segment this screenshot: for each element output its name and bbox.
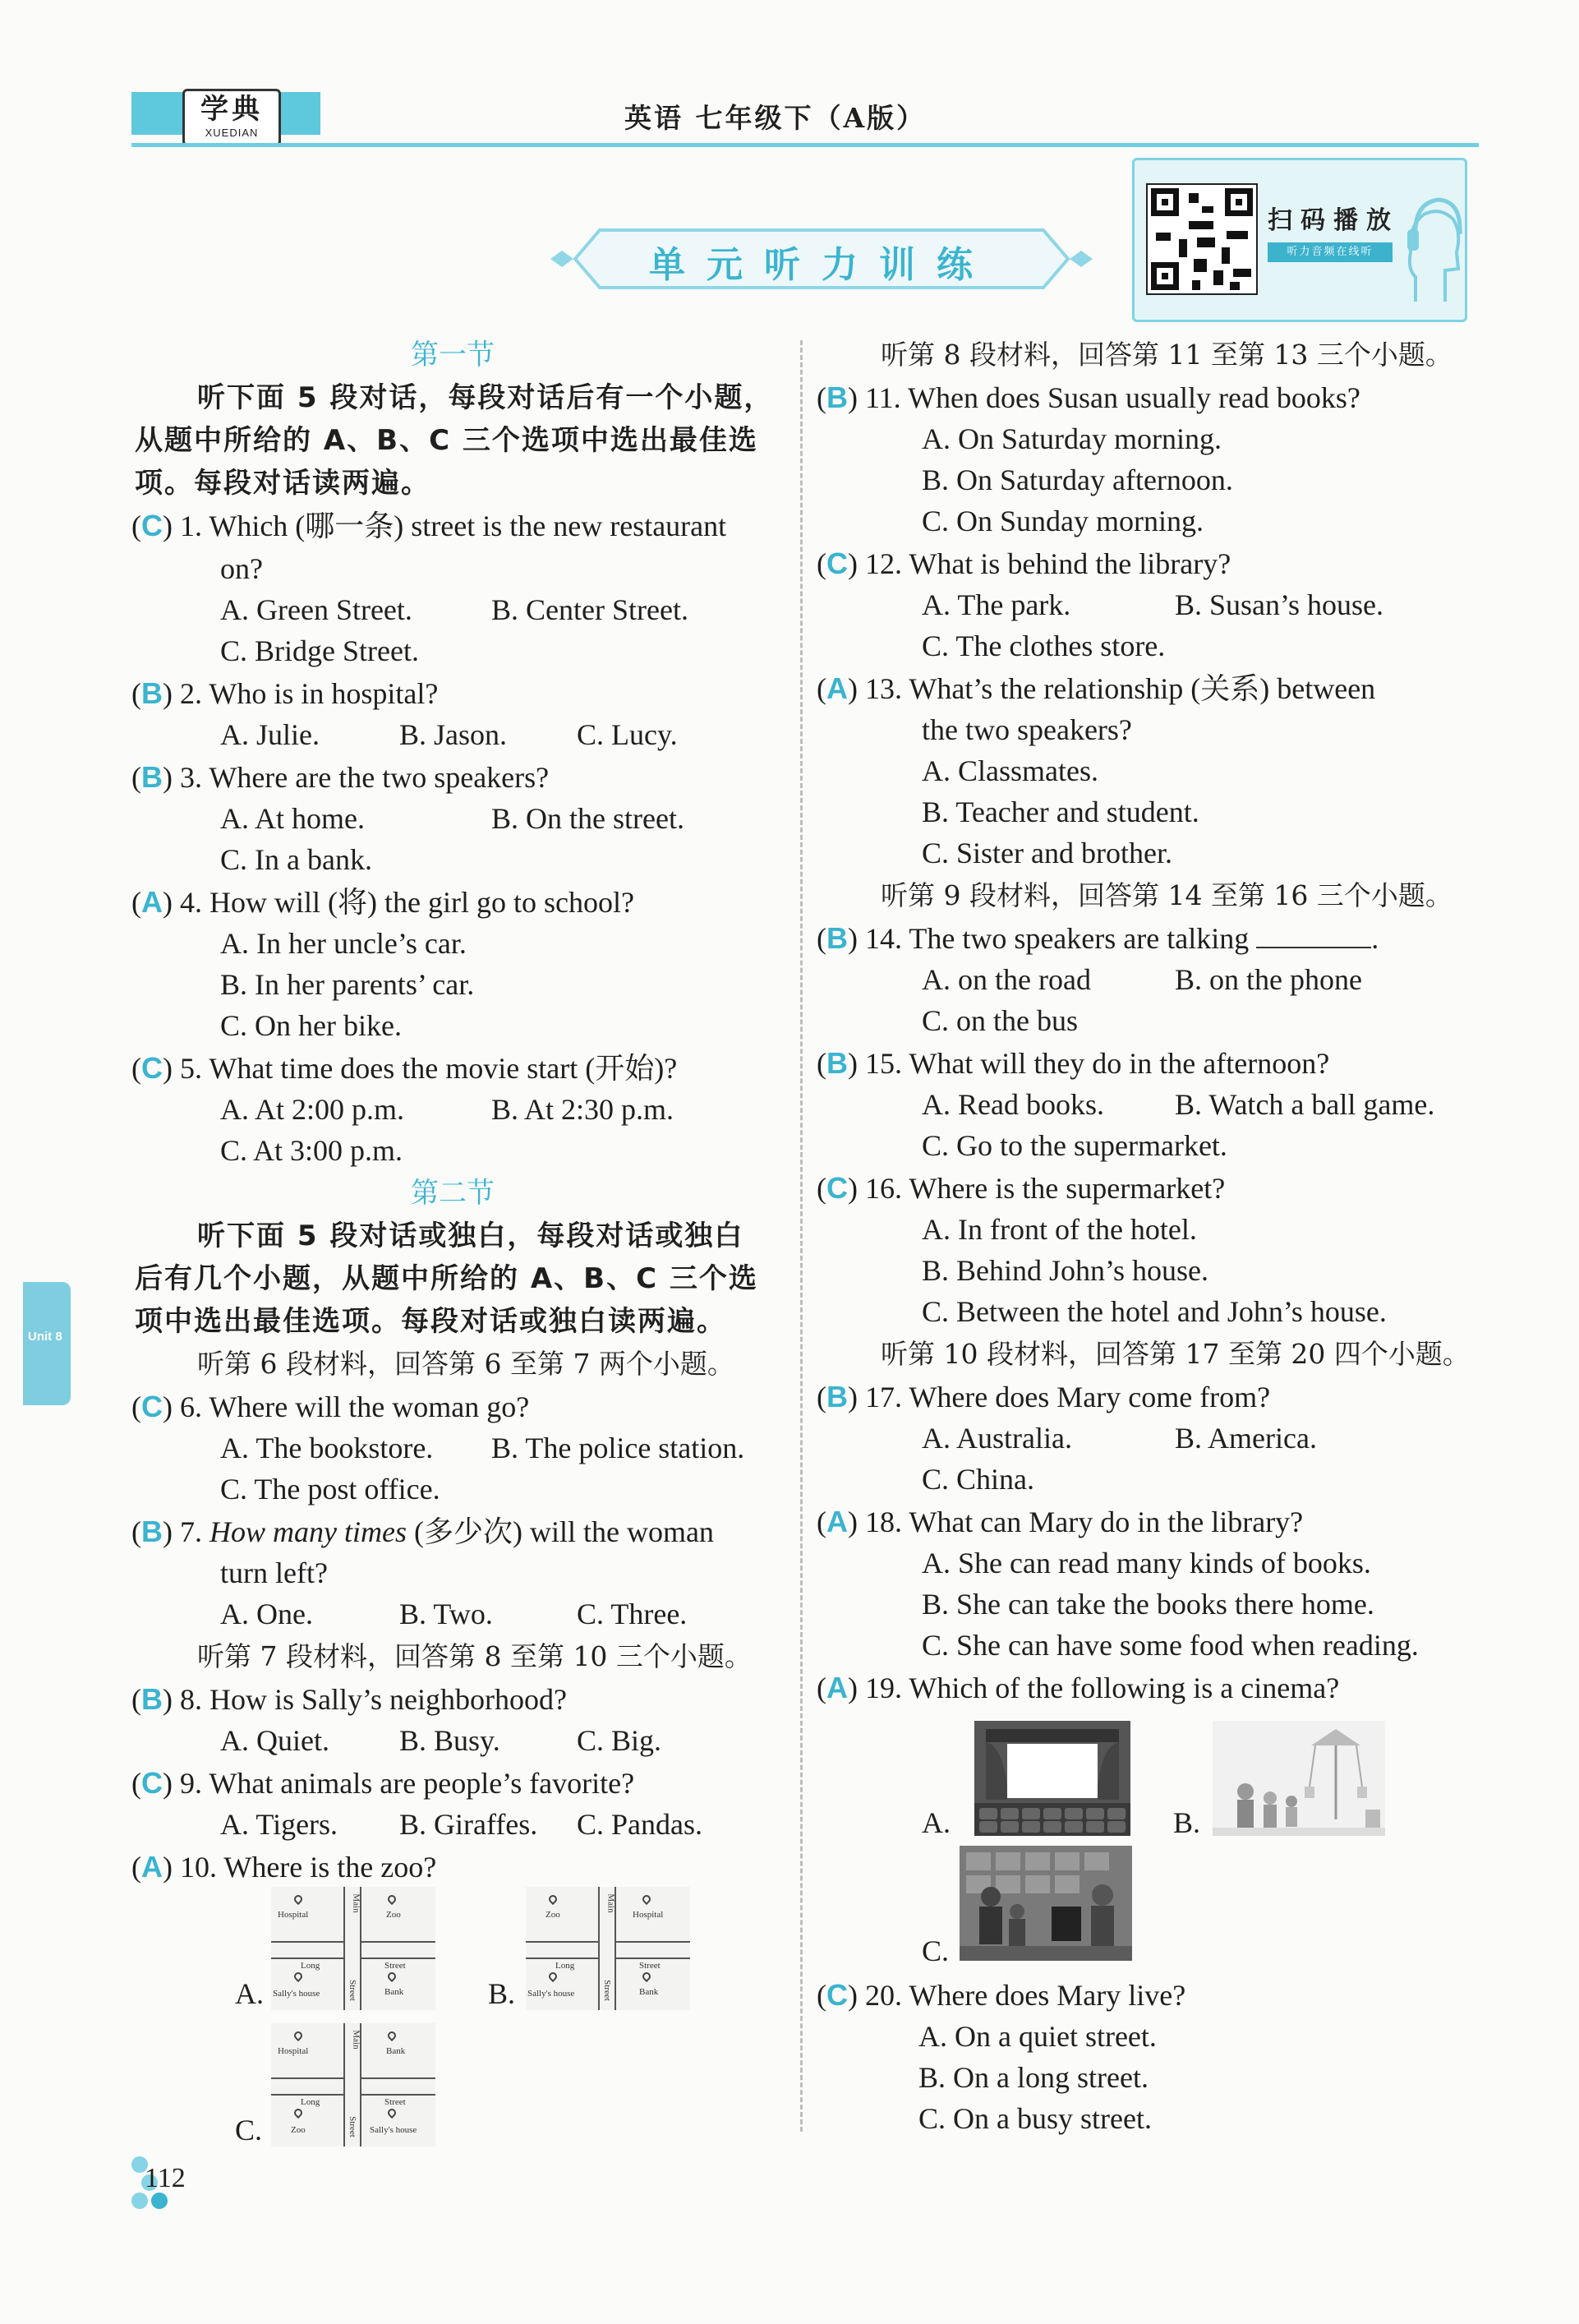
q6-option-a: A. The bookstore.	[220, 1432, 434, 1464]
header-rule	[131, 143, 1479, 147]
location-pin-icon	[292, 1893, 304, 1905]
answer-10: A	[141, 1850, 163, 1884]
section2-instr-3: 项中选出最佳选项。每段对话或独白读两遍。	[135, 1305, 726, 1338]
q16-option-b: B. Behind John’s house.	[922, 1254, 1209, 1287]
location-pin-icon	[547, 1893, 559, 1905]
q3-option-a: A. At home.	[220, 802, 365, 835]
q12-option-a: A. The park.	[922, 588, 1071, 621]
cinema-picture-icon	[974, 1721, 1130, 1836]
question-10: (A) 10. Where is the zoo?	[131, 1850, 437, 1884]
material-10-instr: 听第 10 段材料，回答第 17 至第 20 四个小题。	[881, 1338, 1470, 1370]
q17-option-b: B. America.	[1175, 1422, 1317, 1455]
hexagon-decoration-icon	[131, 2193, 148, 2209]
q15-option-b: B. Watch a ball game.	[1175, 1088, 1435, 1121]
question-19: (A) 19. Which of the following is a cinema?	[817, 1671, 1340, 1704]
question-5: (C) 5. What time does the movie start (开始)?	[131, 1051, 678, 1085]
section2-title: 第二节	[411, 1177, 495, 1210]
location-pin-icon	[386, 2030, 398, 2041]
answer-16: C	[826, 1171, 848, 1205]
question-15: (B) 15. What will they do in the afternoon?	[817, 1046, 1330, 1080]
question-13: (A) 13. What’s the relationship (关系) between	[817, 671, 1376, 705]
answer-4: A	[141, 885, 163, 919]
q19-option-a-label: A.	[922, 1806, 951, 1839]
qr-sub-label: 听力音频在线听	[1268, 242, 1393, 262]
column-divider	[800, 340, 803, 2132]
section2-instr-2: 后有几个小题，从题中所给的 A、B、C 三个选	[135, 1262, 758, 1295]
question-11: (B) 11. When does Susan usually read books?	[817, 380, 1360, 414]
answer-3: B	[141, 760, 163, 794]
location-pin-icon	[641, 1893, 652, 1905]
q2-option-c: C. Lucy.	[577, 718, 678, 751]
section1-instr-2: 从题中所给的 A、B、C 三个选项中选出最佳选	[135, 424, 758, 457]
q7-option-a: A. One.	[220, 1598, 313, 1630]
map-option-c: Long Street Main Street Hospital Bank Zoo Sally's house	[271, 2023, 435, 2146]
q10-option-a-label: A.	[235, 1977, 264, 2010]
question-8: (B) 8. How is Sally’s neighborhood?	[131, 1682, 567, 1716]
q13-option-a: A. Classmates.	[922, 754, 1098, 787]
location-pin-icon	[386, 2107, 398, 2119]
q13-option-c: C. Sister and brother.	[922, 837, 1172, 869]
q15-option-a: A. Read books.	[922, 1088, 1104, 1121]
answer-11: B	[826, 380, 848, 414]
publisher-logo: 学典 XUEDIAN	[182, 89, 281, 146]
answer-5: C	[141, 1051, 163, 1085]
q18-option-c: C. She can have some food when reading.	[922, 1629, 1419, 1662]
q18-option-b: B. She can take the books there home.	[922, 1588, 1374, 1621]
q6-option-c: C. The post office.	[220, 1473, 440, 1506]
q16-option-a: A. In front of the hotel.	[922, 1213, 1197, 1246]
q5-option-b: B. At 2:30 p.m.	[491, 1093, 674, 1126]
q15-option-c: C. Go to the supermarket.	[922, 1129, 1227, 1162]
question-3: (B) 3. Where are the two speakers?	[131, 760, 550, 794]
location-pin-icon	[386, 1971, 398, 1982]
qr-code-icon[interactable]	[1146, 183, 1258, 295]
section1-instr-1: 听下面 5 段对话，每段对话后有一个小题，	[197, 381, 774, 414]
question-6: (C) 6. Where will the woman go?	[131, 1390, 530, 1423]
map-option-b: Long Street Main Street Zoo Hospital Sally's house Bank	[526, 1887, 690, 2010]
question-20: (C) 20. Where does Mary live?	[817, 1978, 1186, 2012]
q10-option-b-label: B.	[488, 1977, 516, 2010]
material-8-instr: 听第 8 段材料，回答第 11 至第 13 三个小题。	[881, 339, 1452, 371]
q4-option-c: C. On her bike.	[220, 1009, 402, 1042]
question-7: (B) 7. How many times (多少次) will the woman	[131, 1515, 714, 1548]
answer-13: A	[826, 671, 848, 705]
location-pin-icon	[292, 1971, 304, 1982]
material-6-instr: 听第 6 段材料，回答第 6 至第 7 两个小题。	[197, 1348, 734, 1380]
q9-option-a: A. Tigers.	[220, 1808, 338, 1841]
question-14: (B) 14. The two speakers are talking .	[817, 921, 1379, 955]
q9-option-b: B. Giraffes.	[399, 1808, 538, 1841]
answer-1: C	[141, 509, 163, 542]
answer-15: B	[826, 1046, 848, 1080]
q14-option-a: A. on the road	[922, 963, 1091, 996]
location-pin-icon	[547, 1971, 559, 1982]
answer-19: A	[826, 1671, 848, 1704]
section1-title: 第一节	[411, 339, 495, 371]
answer-7: B	[141, 1515, 163, 1548]
answer-6: C	[141, 1390, 163, 1423]
question-4: (A) 4. How will (将) the girl go to school?	[131, 885, 634, 919]
q8-option-b: B. Busy.	[399, 1724, 500, 1757]
q14-option-c: C. on the bus	[922, 1004, 1079, 1037]
q4-option-a: A. In her uncle’s car.	[220, 927, 467, 960]
q1-option-a: A. Green Street.	[220, 593, 412, 626]
question-9: (C) 9. What animals are people’s favorite?	[131, 1766, 635, 1800]
qr-panel[interactable]	[1132, 158, 1467, 322]
hexagon-decoration-icon	[151, 2193, 168, 2209]
q11-option-c: C. On Sunday morning.	[922, 505, 1204, 537]
question-1: (C) 1. Which (哪一条) street is the new restaurant	[131, 509, 727, 542]
answer-8: B	[141, 1682, 163, 1716]
q11-option-a: A. On Saturday morning.	[922, 422, 1222, 455]
answer-12: C	[826, 546, 848, 580]
q20-option-b: B. On a long street.	[918, 2061, 1149, 2094]
q12-option-c: C. The clothes store.	[922, 629, 1166, 662]
q16-option-c: C. Between the hotel and John’s house.	[922, 1295, 1387, 1328]
q10-option-c-label: C.	[235, 2114, 263, 2146]
q17-option-a: A. Australia.	[922, 1422, 1072, 1455]
question-17: (B) 17. Where does Mary come from?	[817, 1380, 1271, 1413]
q6-option-b: B. The police station.	[491, 1432, 745, 1464]
q7-option-c: C. Three.	[577, 1598, 688, 1630]
headphone-person-icon	[1399, 178, 1465, 310]
question-1-cont: on?	[220, 552, 263, 585]
q17-option-c: C. China.	[922, 1463, 1035, 1496]
material-9-instr: 听第 9 段材料，回答第 14 至第 16 三个小题。	[881, 879, 1452, 911]
q11-option-b: B. On Saturday afternoon.	[922, 463, 1233, 496]
map-option-a: Long Street Main Street Hospital Zoo Sally's house Bank	[271, 1887, 435, 2010]
q1-option-c: C. Bridge Street.	[220, 634, 419, 667]
answer-9: C	[141, 1766, 163, 1800]
question-12: (C) 12. What is behind the library?	[817, 546, 1231, 580]
answer-17: B	[826, 1380, 848, 1413]
amusement-park-picture-icon	[1213, 1721, 1385, 1836]
q8-option-c: C. Big.	[577, 1724, 662, 1757]
q14-option-b: B. on the phone	[1175, 963, 1362, 996]
question-16: (C) 16. Where is the supermarket?	[817, 1171, 1226, 1205]
q19-option-b-label: B.	[1173, 1806, 1201, 1839]
book-title: 英语 七年级下（A版）	[624, 102, 927, 134]
question-13-cont: the two speakers?	[922, 713, 1132, 746]
q5-option-c: C. At 3:00 p.m.	[220, 1134, 403, 1167]
location-pin-icon	[641, 1971, 652, 1982]
shop-picture-icon	[960, 1846, 1132, 1961]
q3-option-c: C. In a bank.	[220, 843, 372, 876]
q13-option-b: B. Teacher and student.	[922, 795, 1199, 828]
section2-instr-1: 听下面 5 段对话或独白，每段对话或独白	[197, 1220, 744, 1252]
answer-18: A	[826, 1505, 848, 1538]
q7-option-b: B. Two.	[399, 1598, 493, 1630]
answer-blank	[1256, 924, 1371, 948]
location-pin-icon	[292, 2107, 304, 2119]
question-7-cont: turn left?	[220, 1556, 328, 1589]
q9-option-c: C. Pandas.	[577, 1808, 702, 1841]
q20-option-a: A. On a quiet street.	[918, 2020, 1157, 2053]
q20-option-c: C. On a busy street.	[918, 2102, 1152, 2135]
q8-option-a: A. Quiet.	[220, 1724, 329, 1757]
qr-label: 扫码播放	[1268, 206, 1399, 235]
question-18: (A) 18. What can Mary do in the library?	[817, 1505, 1304, 1538]
q4-option-b: B. In her parents’ car.	[220, 968, 475, 1001]
answer-20: C	[826, 1978, 848, 2012]
q3-option-b: B. On the street.	[491, 802, 684, 835]
answer-14: B	[826, 921, 848, 955]
section1-instr-3: 项。每段对话读两遍。	[135, 467, 430, 500]
location-pin-icon	[292, 2030, 304, 2041]
q1-option-b: B. Center Street.	[491, 593, 688, 626]
q5-option-a: A. At 2:00 p.m.	[220, 1093, 405, 1126]
answer-2: B	[141, 676, 163, 710]
q19-option-c-label: C.	[922, 1934, 950, 1967]
question-2: (B) 2. Who is in hospital?	[131, 676, 439, 710]
banner-title: 单元听力训练	[649, 244, 994, 286]
material-7-instr: 听第 7 段材料，回答第 8 至第 10 三个小题。	[197, 1640, 752, 1672]
q12-option-b: B. Susan’s house.	[1175, 588, 1384, 621]
q2-option-a: A. Julie.	[220, 718, 320, 751]
page-number: 112	[145, 2163, 186, 2193]
location-pin-icon	[386, 1893, 398, 1905]
q18-option-a: A. She can read many kinds of books.	[922, 1547, 1371, 1579]
unit-banner	[550, 222, 1093, 296]
unit-side-tab: Unit 8	[23, 1282, 71, 1405]
q2-option-b: B. Jason.	[399, 718, 508, 751]
